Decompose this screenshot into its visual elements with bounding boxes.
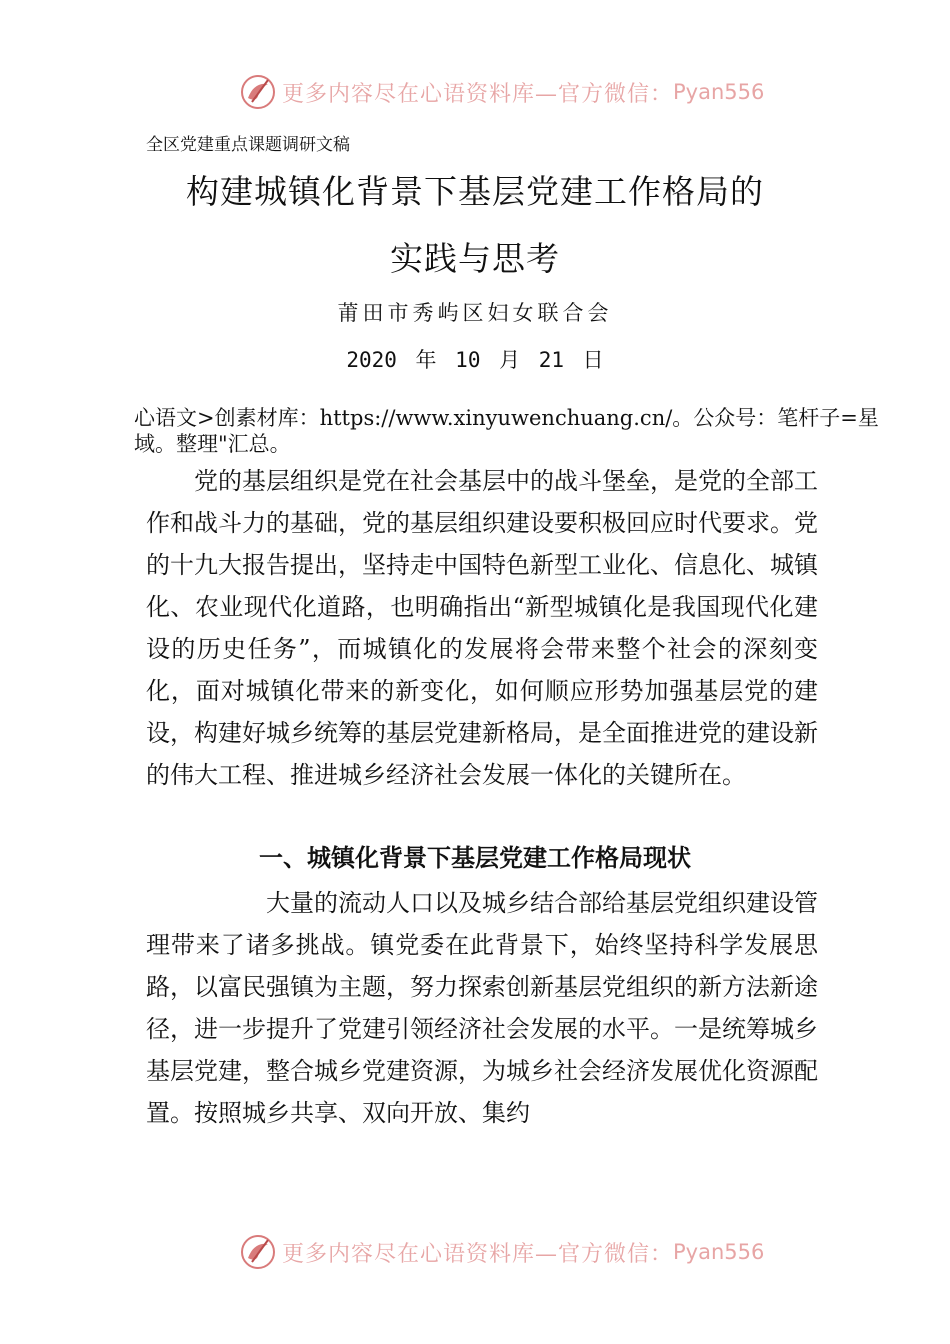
organization-name: 莆田市秀屿区妇女联合会 bbox=[337, 301, 613, 325]
section-paragraph: 大量的流动人口以及城乡结合部给基层党组织建设管理带来了诸多挑战。镇党委在此背景下，始终坚持科学发展思路，以富民强镇为主题，努力探索创新基层党组织的新方法新途径，进一步提升了党建引领经济社会发展的水平。一是统筹城乡基层党建，整合城乡党建资源，为城乡社会经济发展优化资源配置。按照城乡共享、双向开放、集约 bbox=[146, 889, 818, 1127]
watermark-logo-icon bbox=[238, 72, 278, 112]
intro-paragraph: 党的基层组织是党在社会基层中的战斗堡垒，是党的全部工作和战斗力的基础，党的基层组织建设要积极回应时代要求。党的十九大报告提出，坚持走中国特色新型工业化、信息化、城镇化、农业现代化道路，也明确指出“新型城镇化是我国现代化建设的历史任务”，而城镇化的发展将会带来整个社会的深刻变化，面对城镇化带来的新变化，如何顺应形势加强基层党的建设，构建好城乡统筹的基层党建新格局，是全面推进党的建设新的伟大工程、推进城乡经济社会发展一体化的关键所在。 bbox=[146, 467, 818, 789]
section-heading: 一、城镇化背景下基层党建工作格局现状 bbox=[259, 844, 691, 872]
watermark-header bbox=[238, 72, 764, 112]
watermark-wechat-id: Pyan556 bbox=[673, 80, 765, 104]
document-title-line1: 构建城镇化背景下基层党建工作格局的 bbox=[186, 172, 764, 211]
watermark-text: 更多内容尽在心语资料库—官方微信： bbox=[282, 81, 674, 107]
document-title-line2: 实践与思考 bbox=[390, 239, 560, 278]
document-label: 全区党建重点课题调研文稿 bbox=[146, 135, 350, 155]
watermark-text: 更多内容尽在心语资料库—官方微信： bbox=[282, 1241, 674, 1267]
watermark-wechat-id: Pyan556 bbox=[673, 1240, 765, 1264]
source-note: 心语文>创素材库：https://www.xinyuwenchuang.cn/。公众号：笔杆子=星域。整理"汇总。 bbox=[134, 406, 879, 456]
document-date: 2020 年 10 月 21 日 bbox=[346, 348, 604, 372]
watermark-logo-icon bbox=[238, 1232, 278, 1272]
watermark-footer bbox=[238, 1232, 764, 1272]
